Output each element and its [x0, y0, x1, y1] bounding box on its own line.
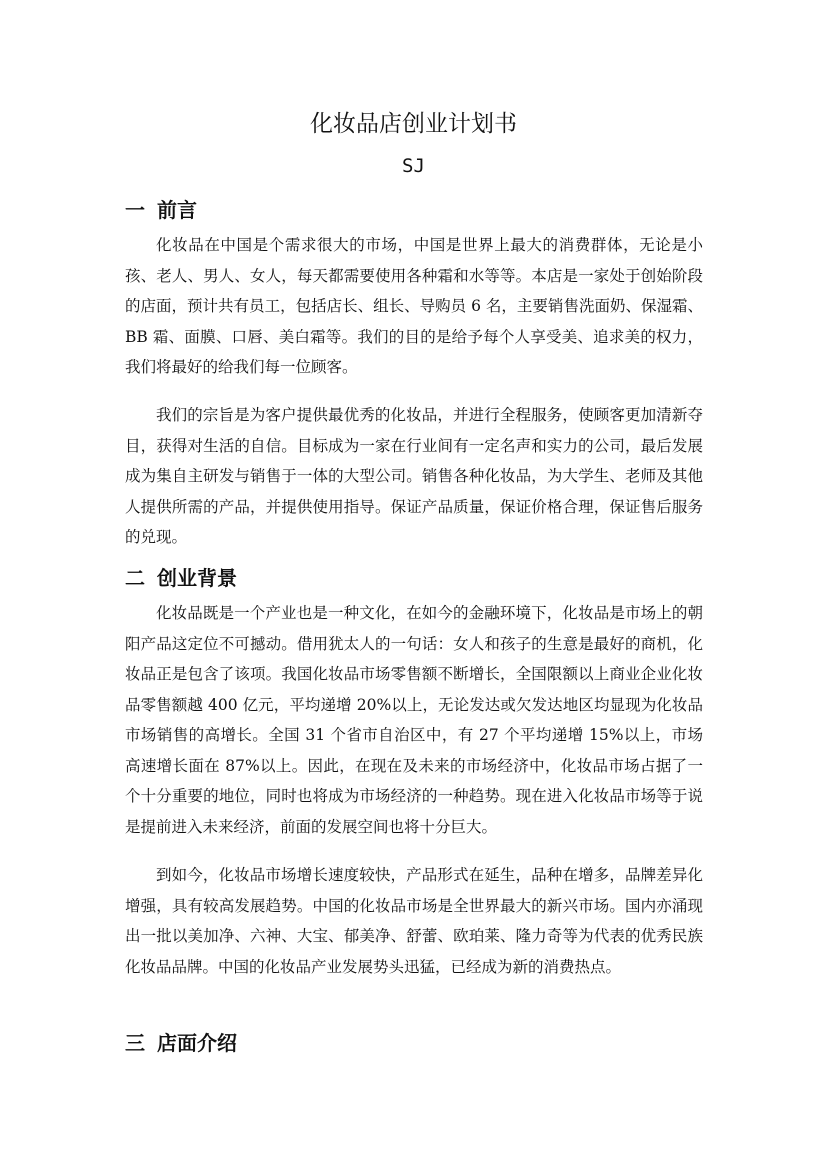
paragraph-background-1: 化妆品既是一个产业也是一种文化，在如今的金融环境下，化妆品是市场上的朝阳产品这定位不可撼动。借用犹太人的一句话：女人和孩子的生意是最好的商机，化妆品正是包含了该项。我国化妆品市场零售额不断增长，全国限额以上商业企业化妆品零售额越 400 亿元，平均递增 20%以上，无论发达或欠发达地区均显现为化妆品市场销售的高增长。全国 31 个省市自治区中，有 27 个平均递增 15%以上，市场高速增长面在 87%以上。因此，在现在及未来的市场经济中，化妆品市场占据了一个十分重要的地位，同时也将成为市场经济的一种趋势。现在进入化妆品市场等于说是提前进入未来经济，前面的发展空间也将十分巨大。 — [125, 604, 703, 836]
section-title: 前言 — [157, 198, 197, 222]
paragraph-background-2: 到如今，化妆品市场增长速度较快，产品形式在延生，品种在增多，品牌差异化增强，具有较高发展趋势。中国的化妆品市场是全世界最大的新兴市场。国内亦涌现出一批以美加净、六神、大宝、郁美净、舒蕾、欧珀莱、隆力奇等为代表的优秀民族化妆品品牌。中国的化妆品产业发展势头迅猛，已经成为新的消费热点。 — [125, 866, 703, 976]
paragraph-preface-2: 我们的宗旨是为客户提供最优秀的化妆品，并进行全程服务，使顾客更加清新夺目，获得对生活的自信。目标成为一家在行业间有一定名声和实力的公司，最后发展成为集自主研发与销售于一体的大型公司。销售各种化妆品，为大学生、老师及其他人提供所需的产品，并提供使用指导。保证产品质量，保证价格合理，保证售后服务的兑现。 — [125, 406, 703, 546]
section-title: 创业背景 — [157, 566, 237, 590]
section-heading-preface — [125, 194, 725, 226]
section-number: 一 — [125, 198, 145, 222]
document-author: SJ — [402, 155, 425, 177]
section-title: 店面介绍 — [157, 1031, 237, 1055]
paragraph-preface-1: 化妆品在中国是个需求很大的市场，中国是世界上最大的消费群体，无论是小孩、老人、男人、女人，每天都需要使用各种霜和水等等。本店是一家处于创始阶段的店面，预计共有员工，包括店长、组长、导购员 6 名，主要销售洗面奶、保湿霜、BB 霜、面膜、口唇、美白霜等。我们的目的是给予每个人享受美、追求美的权力，我们将最好的给我们每一位顾客。 — [125, 236, 703, 376]
section-number: 三 — [125, 1031, 145, 1055]
section-heading-background — [125, 562, 725, 594]
section-heading-store-intro — [125, 1027, 725, 1059]
section-number: 二 — [125, 566, 145, 590]
document-title: 化妆品店创业计划书 — [310, 111, 517, 137]
